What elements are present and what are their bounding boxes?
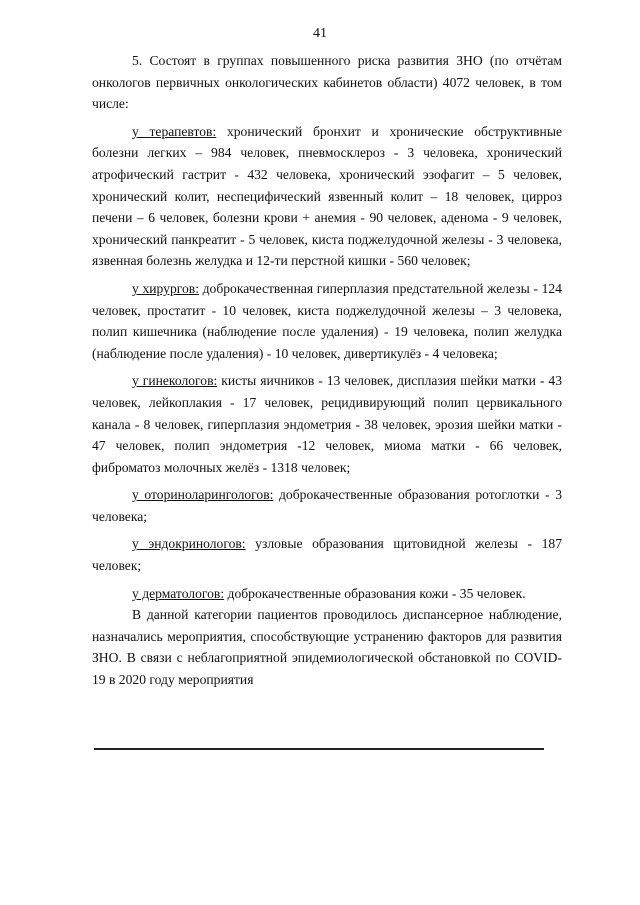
paragraph-surgeons xyxy=(92,278,562,364)
paragraph-text: доброкачественная гиперплазия предстательной железы - 124 человек, простатит - 10 человек, киста поджелудочной железы – 3 человека, полип кишечника (наблюдение после удаления) - 19 человека, полип желудка (наблюдение после удаления) - 10 человек, дивертикулёз - 4 человека; xyxy=(92,280,562,361)
specialty-label: у оториноларингологов: xyxy=(132,487,274,503)
specialty-label: у дерматологов: xyxy=(132,585,225,601)
paragraph-text: доброкачественные образования кожи - 35 человек. xyxy=(224,585,526,601)
paragraph-text: В данной категории пациентов проводилось диспансерное наблюдение, назначались мероприятия, способствующие устранению факторов для развития ЗНО. В связи с неблагоприятной эпидемиологической обстановкой по COVID-19 в 2020 году мероприятия xyxy=(92,607,562,688)
page-number: 41 xyxy=(313,26,327,41)
paragraph-text: узловые образования щитовидной железы - 187 человек; xyxy=(92,536,562,574)
paragraph-dermatologists xyxy=(92,583,562,605)
paragraph-text: кисты яичников - 13 человек, дисплазия шейки матки - 43 человек, лейкоплакия - 17 человек, рецидивирующий полип цервикального канала - 8 человек, гиперплазия эндометрия - 38 человек, эрозия шейки матки - 47 человек, полип эндометрия -12 человек, миома матки - 66 человек, фиброматоз молочных желёз - 1318 человек; xyxy=(92,373,562,475)
paragraph-text: доброкачественные образования ротоглотки - 3 человека; xyxy=(92,487,562,524)
paragraph-intro xyxy=(92,50,562,115)
page-divider xyxy=(94,748,544,750)
paragraph-text: 5. Состоят в группах повышенного риска развития ЗНО (по отчётам онкологов первичных онкологических кабинетов области) 4072 человек, в том числе: xyxy=(92,53,562,112)
specialty-label: у гинекологов: xyxy=(132,373,218,389)
paragraph-therapists xyxy=(92,121,562,272)
specialty-label: у хирургов: xyxy=(132,280,199,296)
paragraph-otolaryngologists xyxy=(92,484,562,527)
paragraph-text: хронический бронхит и хронические обструктивные болезни легких – 984 человек, пневмосклероз - 3 человека, хронический атрофический гастрит - 432 человека, хронический эзофагит – 5 человек, хронический колит, неспецифический язвенный колит – 18 человек, цирроз печени – 6 человек, болезни крови + анемия - 90 человек, аденома - 9 человек, хронический панкреатит - 5 человек, киста поджелудочной железы - 3 человека, язвенная болезнь желудка и 12-ти перстной кишки - 560 человек; xyxy=(92,123,563,269)
paragraph-observation xyxy=(92,604,562,690)
paragraph-gynecologists xyxy=(92,370,562,478)
paragraph-endocrinologists xyxy=(92,533,562,576)
specialty-label: у терапевтов: xyxy=(132,123,217,139)
document-body xyxy=(92,50,562,691)
specialty-label: у эндокринологов: xyxy=(132,536,246,552)
